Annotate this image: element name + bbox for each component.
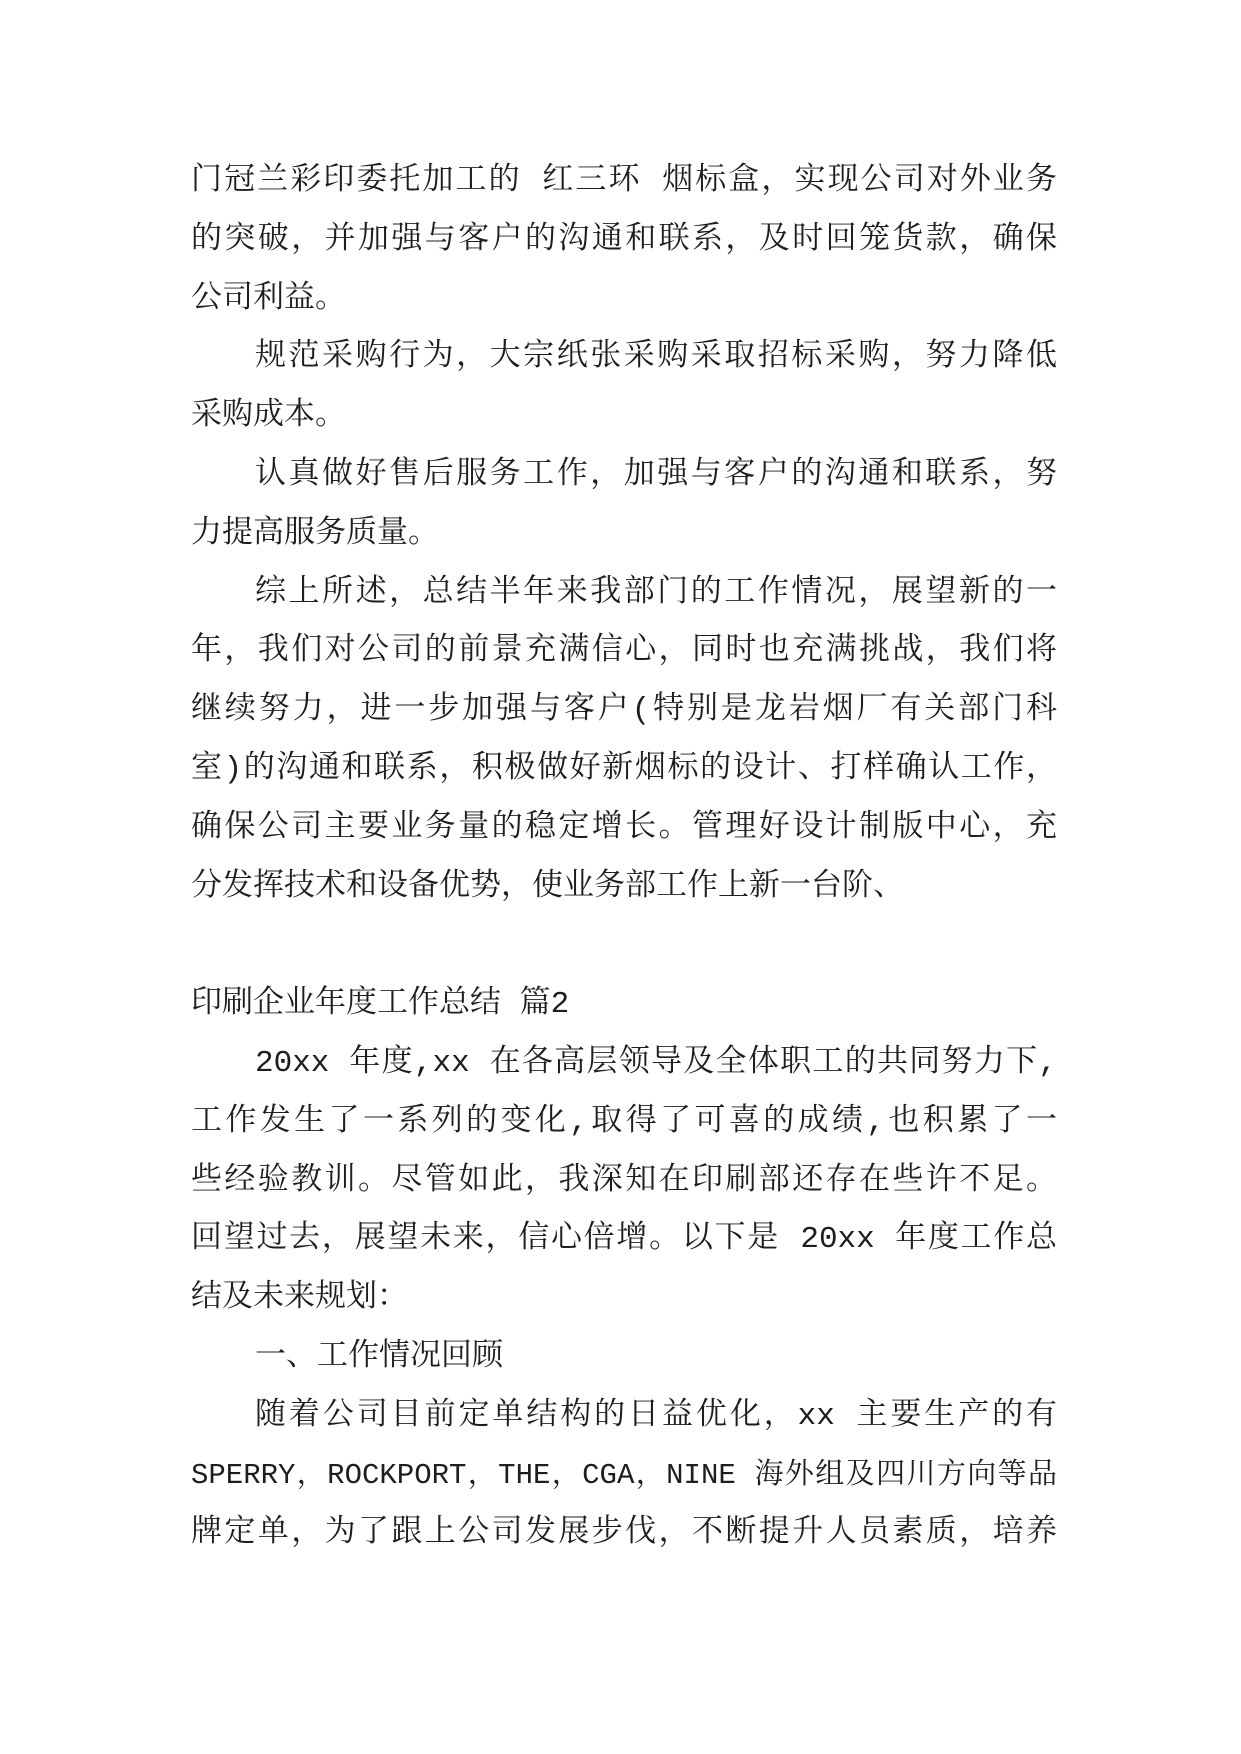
text-line: 继续努力，进一步加强与客户(特别是龙岩烟厂有关部门科: [191, 693, 1057, 729]
text-line: 认真做好售后服务工作，加强与客户的沟通和联系，努: [255, 457, 1057, 493]
paragraph: [191, 153, 1057, 329]
spacer: [191, 917, 1057, 976]
text-line: 门冠兰彩印委托加工的 红三环 烟标盒，实现公司对外业务: [191, 164, 1057, 199]
text-line: 年，我们对公司的前景充满信心，同时也充满挑战，我们将: [191, 634, 1057, 670]
text-line: 一、工作情况回顾: [255, 1339, 503, 1375]
text-line: 规范采购行为，大宗纸张采购采取招标采购，努力降低: [255, 340, 1057, 376]
text-line: 公司利益。: [191, 281, 346, 317]
text-line: 室)的沟通和联系，积极做好新烟标的设计、打样确认工作，: [191, 751, 1057, 787]
paragraph: [191, 1035, 1057, 1329]
section-heading: 印刷企业年度工作总结 篇2: [191, 987, 570, 1023]
text-line: 回望过去，展望未来，信心倍增。以下是 20xx 年度工作总: [191, 1222, 1057, 1258]
paragraph: [191, 447, 1057, 565]
document-page: [191, 153, 1057, 1564]
text-line: 工作发生了一系列的变化,取得了可喜的成绩,也积累了一: [191, 1104, 1057, 1140]
paragraph: [191, 1388, 1057, 1564]
text-line: 力提高服务质量。: [191, 516, 439, 552]
paragraph: [191, 329, 1057, 447]
text-line: 结及未来规划：: [191, 1281, 408, 1317]
text-line: SPERRY，ROCKPORT，THE，CGA，NINE 海外组及四川方向等品: [191, 1458, 1057, 1492]
text-line: 些经验教训。尽管如此，我深知在印刷部还存在些许不足。: [191, 1163, 1057, 1199]
paragraph: [191, 565, 1057, 918]
text-line: 的突破，并加强与客户的沟通和联系，及时回笼货款，确保: [191, 222, 1057, 258]
text-line: 分发挥技术和设备优势，使业务部工作上新一台阶、: [191, 869, 904, 905]
text-line: 牌定单，为了跟上公司发展步伐，不断提升人员素质，培养: [191, 1516, 1057, 1552]
subheading: [191, 1329, 1057, 1388]
text-line: 采购成本。: [191, 399, 346, 435]
text-line: 综上所述，总结半年来我部门的工作情况，展望新的一: [255, 575, 1057, 611]
text-line: 20xx 年度,xx 在各高层领导及全体职工的共同努力下,: [255, 1045, 1057, 1081]
text-line: 确保公司主要业务量的稳定增长。管理好设计制版中心，充: [191, 810, 1057, 846]
text-line: 随着公司目前定单结构的日益优化，xx 主要生产的有: [255, 1398, 1057, 1434]
